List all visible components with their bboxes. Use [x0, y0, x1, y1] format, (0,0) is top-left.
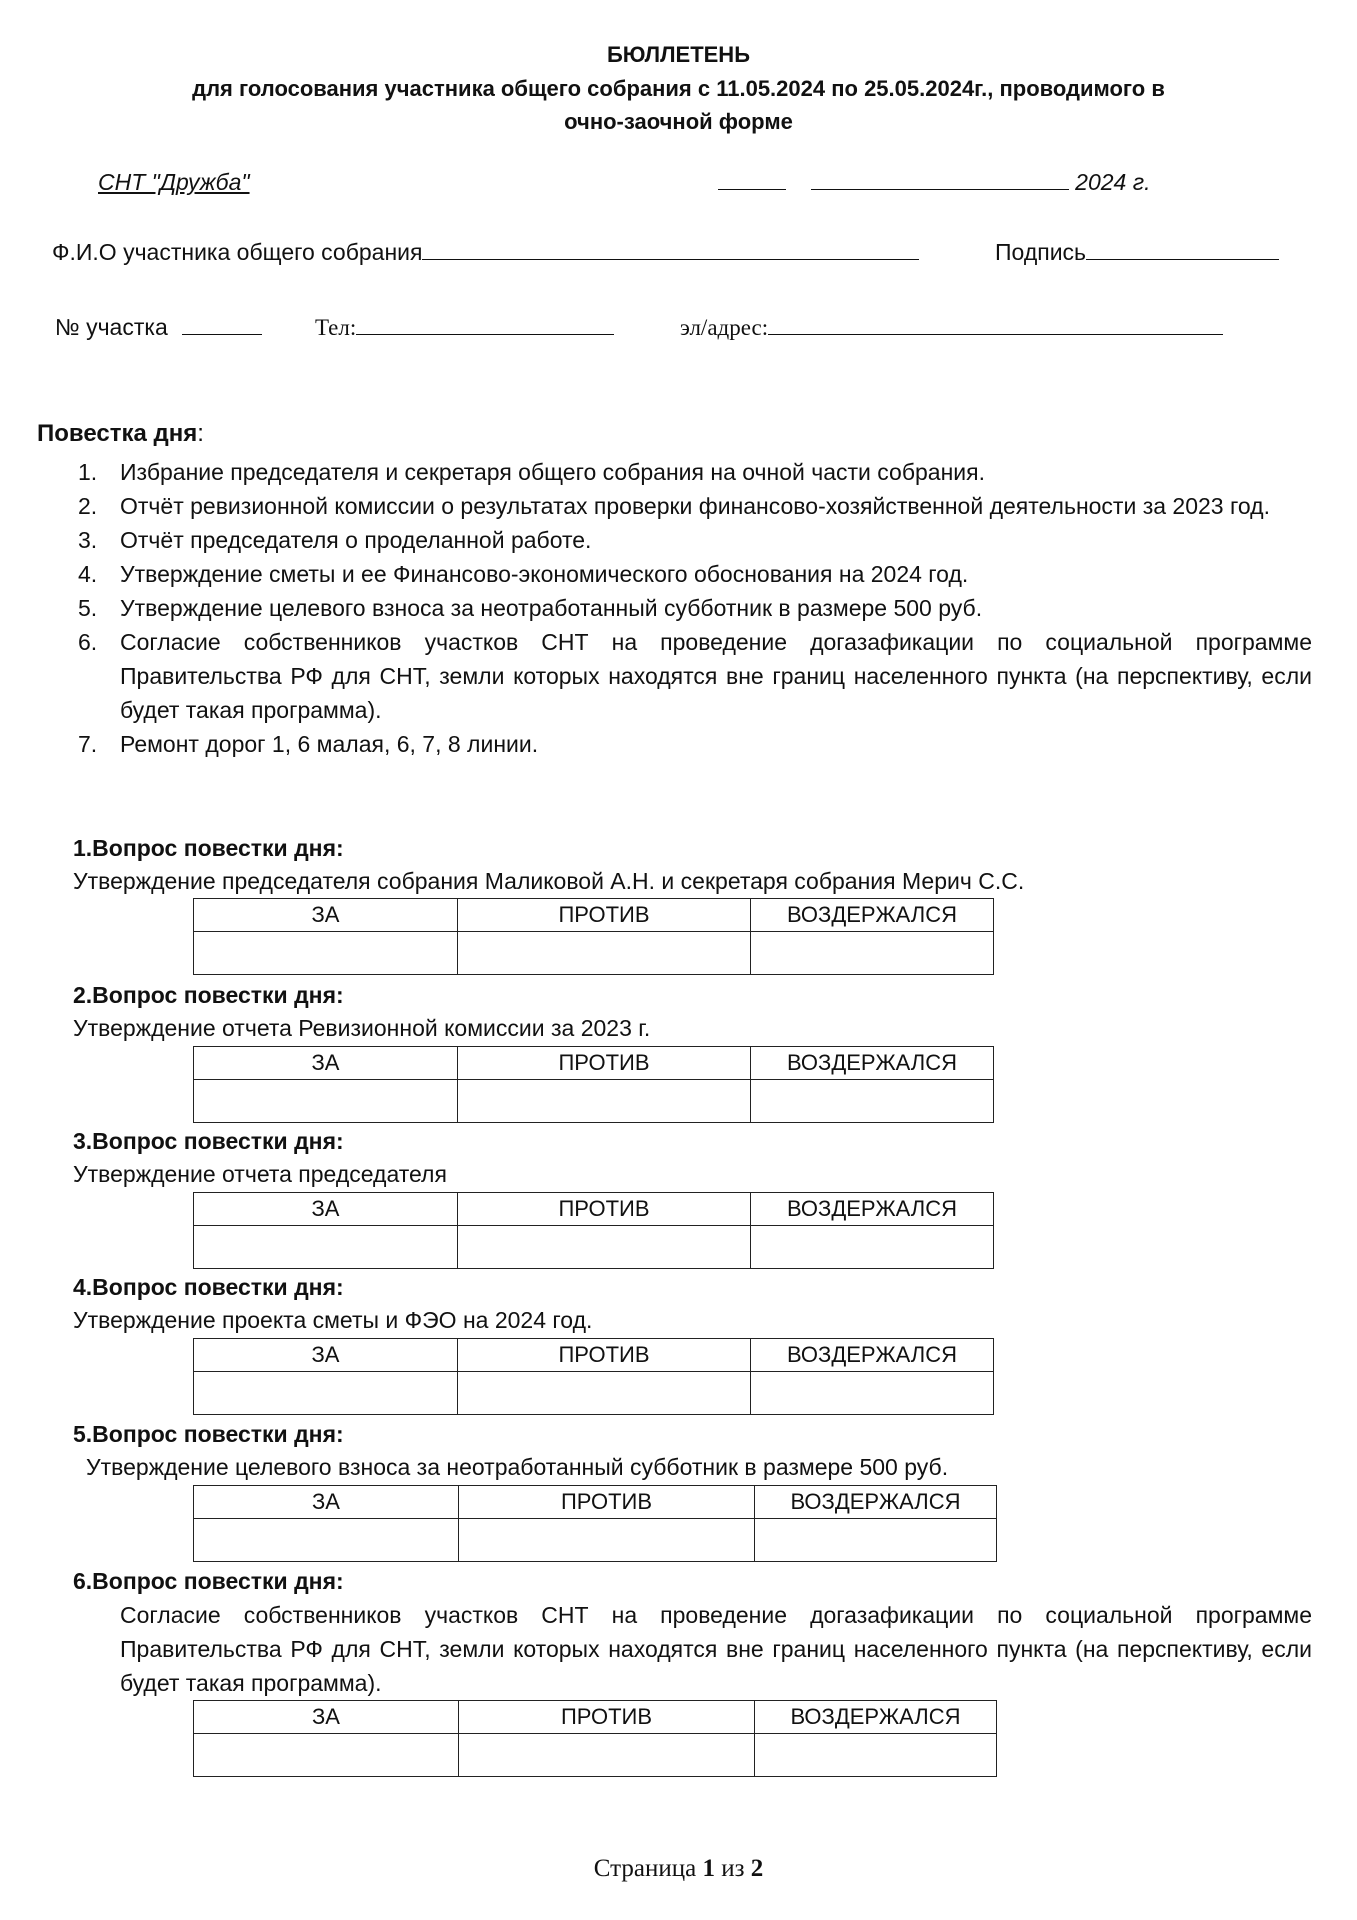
question-1-text: Утверждение председателя собрания Маликовой А.Н. и секретаря собрания Мерич С.С.: [73, 868, 1025, 894]
date-day-blank[interactable]: [718, 167, 786, 190]
vote-cell-for[interactable]: [194, 1372, 458, 1415]
signature-row: [995, 237, 1279, 267]
vote-cell-abstain[interactable]: [751, 1372, 994, 1415]
date-month-blank[interactable]: [811, 167, 1069, 190]
date-line[interactable]: [718, 167, 1150, 197]
agenda-title: Повестка дня:: [37, 420, 204, 447]
document-subtitle-line2: очно-заочной форме: [564, 109, 793, 134]
vote-cell-for[interactable]: [194, 932, 458, 975]
vote-header-for: ЗА: [194, 1701, 459, 1734]
email-field[interactable]: [768, 312, 1223, 335]
agenda-item: 1. Избрание председателя и секретаря общего собрания на очной части собрания.: [78, 459, 985, 485]
vote-cell-abstain[interactable]: [755, 1519, 997, 1562]
vote-header-against: ПРОТИВ: [458, 1339, 751, 1372]
plot-label: № участка: [55, 314, 168, 340]
question-1-heading: 1.Вопрос повестки дня:: [73, 835, 344, 861]
signature-field[interactable]: [1086, 237, 1279, 260]
question-6-heading: 6.Вопрос повестки дня:: [73, 1568, 344, 1594]
agenda-item: 3. Отчёт председателя о проделанной работе.: [78, 527, 592, 553]
phone-row: [315, 312, 614, 343]
agenda-item: 2. Отчёт ревизионной комиссии о результатах проверки финансово-хозяйственной деятельности за 2023 год.: [78, 493, 1270, 519]
date-year-suffix: 2024 г.: [1075, 169, 1151, 195]
vote-cell-against[interactable]: [458, 932, 751, 975]
vote-cell-for[interactable]: [194, 1226, 458, 1269]
question-2-heading: 2.Вопрос повестки дня:: [73, 982, 344, 1008]
question-5-text: Утверждение целевого взноса за неотработанный субботник в размере 500 руб.: [86, 1454, 949, 1480]
agenda-item: 6. Согласие собственников участков СНТ на проведение догазафикации по социальной программе Правительства РФ для СНТ, земли которых находятся вне границ населенного пункта (на перспективу, если будет такая программа).: [78, 629, 1312, 723]
question-6-vote-table: [193, 1700, 997, 1777]
vote-header-abstain: ВОЗДЕРЖАЛСЯ: [751, 1193, 994, 1226]
question-3-text: Утверждение отчета председателя: [73, 1161, 447, 1187]
plot-row: [55, 312, 262, 342]
vote-header-abstain: ВОЗДЕРЖАЛСЯ: [751, 899, 994, 932]
plot-field[interactable]: [182, 312, 262, 335]
vote-header-for: ЗА: [194, 1339, 458, 1372]
vote-header-abstain: ВОЗДЕРЖАЛСЯ: [755, 1486, 997, 1519]
vote-header-for: ЗА: [194, 1047, 458, 1080]
vote-cell-against[interactable]: [459, 1519, 755, 1562]
agenda-item: 5. Утверждение целевого взноса за неотработанный субботник в размере 500 руб.: [78, 595, 983, 621]
signature-label: Подпись: [995, 239, 1087, 265]
agenda-list: [70, 455, 1312, 761]
vote-cell-for[interactable]: [194, 1734, 459, 1777]
question-2-text: Утверждение отчета Ревизионной комиссии за 2023 г.: [73, 1015, 651, 1041]
vote-cell-abstain[interactable]: [751, 1226, 994, 1269]
vote-cell-abstain[interactable]: [755, 1734, 997, 1777]
vote-cell-against[interactable]: [459, 1734, 755, 1777]
vote-cell-for[interactable]: [194, 1080, 458, 1123]
phone-field[interactable]: [356, 312, 614, 335]
agenda-item: 4. Утверждение сметы и ее Финансово-экономического обоснования на 2024 год.: [78, 561, 969, 587]
question-3-vote-table: [193, 1192, 994, 1269]
vote-header-abstain: ВОЗДЕРЖАЛСЯ: [755, 1701, 997, 1734]
question-5-vote-table: [193, 1485, 997, 1562]
document-subtitle-line1: для голосования участника общего собрания с 11.05.2024 по 25.05.2024г., проводимого в: [192, 76, 1165, 101]
vote-header-against: ПРОТИВ: [458, 1193, 751, 1226]
vote-header-for: ЗА: [194, 1486, 459, 1519]
fio-label: Ф.И.О участника общего собрания: [52, 239, 423, 265]
vote-header-for: ЗА: [194, 1193, 458, 1226]
question-4-vote-table: [193, 1338, 994, 1415]
vote-cell-abstain[interactable]: [751, 1080, 994, 1123]
vote-header-abstain: ВОЗДЕРЖАЛСЯ: [751, 1047, 994, 1080]
vote-cell-against[interactable]: [458, 1372, 751, 1415]
question-5-heading: 5.Вопрос повестки дня:: [73, 1421, 344, 1447]
vote-cell-against[interactable]: [458, 1226, 751, 1269]
question-4-heading: 4.Вопрос повестки дня:: [73, 1274, 344, 1300]
question-1-vote-table: [193, 898, 994, 975]
vote-header-against: ПРОТИВ: [459, 1701, 755, 1734]
vote-cell-for[interactable]: [194, 1519, 459, 1562]
fio-field[interactable]: [422, 237, 919, 260]
vote-cell-against[interactable]: [458, 1080, 751, 1123]
vote-header-against: ПРОТИВ: [459, 1486, 755, 1519]
question-2-vote-table: [193, 1046, 994, 1123]
vote-header-against: ПРОТИВ: [458, 1047, 751, 1080]
org-name: СНТ "Дружба": [98, 169, 250, 195]
document-title: БЮЛЛЕТЕНЬ: [606, 42, 751, 67]
vote-header-for: ЗА: [194, 899, 458, 932]
question-6-text: Согласие собственников участков СНТ на проведение догазафикации по социальной программе Правительства РФ для СНТ, земли которых находятся вне границ населенного пункта (на перспективу, если будет такая программа).: [120, 1602, 1312, 1696]
vote-cell-abstain[interactable]: [751, 932, 994, 975]
email-row: [680, 312, 1223, 343]
vote-header-abstain: ВОЗДЕРЖАЛСЯ: [751, 1339, 994, 1372]
question-4-text: Утверждение проекта сметы и ФЭО на 2024 год.: [73, 1307, 593, 1333]
agenda-item: 7. Ремонт дорог 1, 6 малая, 6, 7, 8 линии.: [78, 731, 539, 757]
vote-header-against: ПРОТИВ: [458, 899, 751, 932]
email-label: эл/адрес:: [680, 315, 769, 340]
phone-label: Тел:: [315, 315, 357, 340]
page-number: Страница 1 из 2: [593, 1855, 764, 1882]
fio-row: [52, 237, 919, 267]
question-3-heading: 3.Вопрос повестки дня:: [73, 1128, 344, 1154]
